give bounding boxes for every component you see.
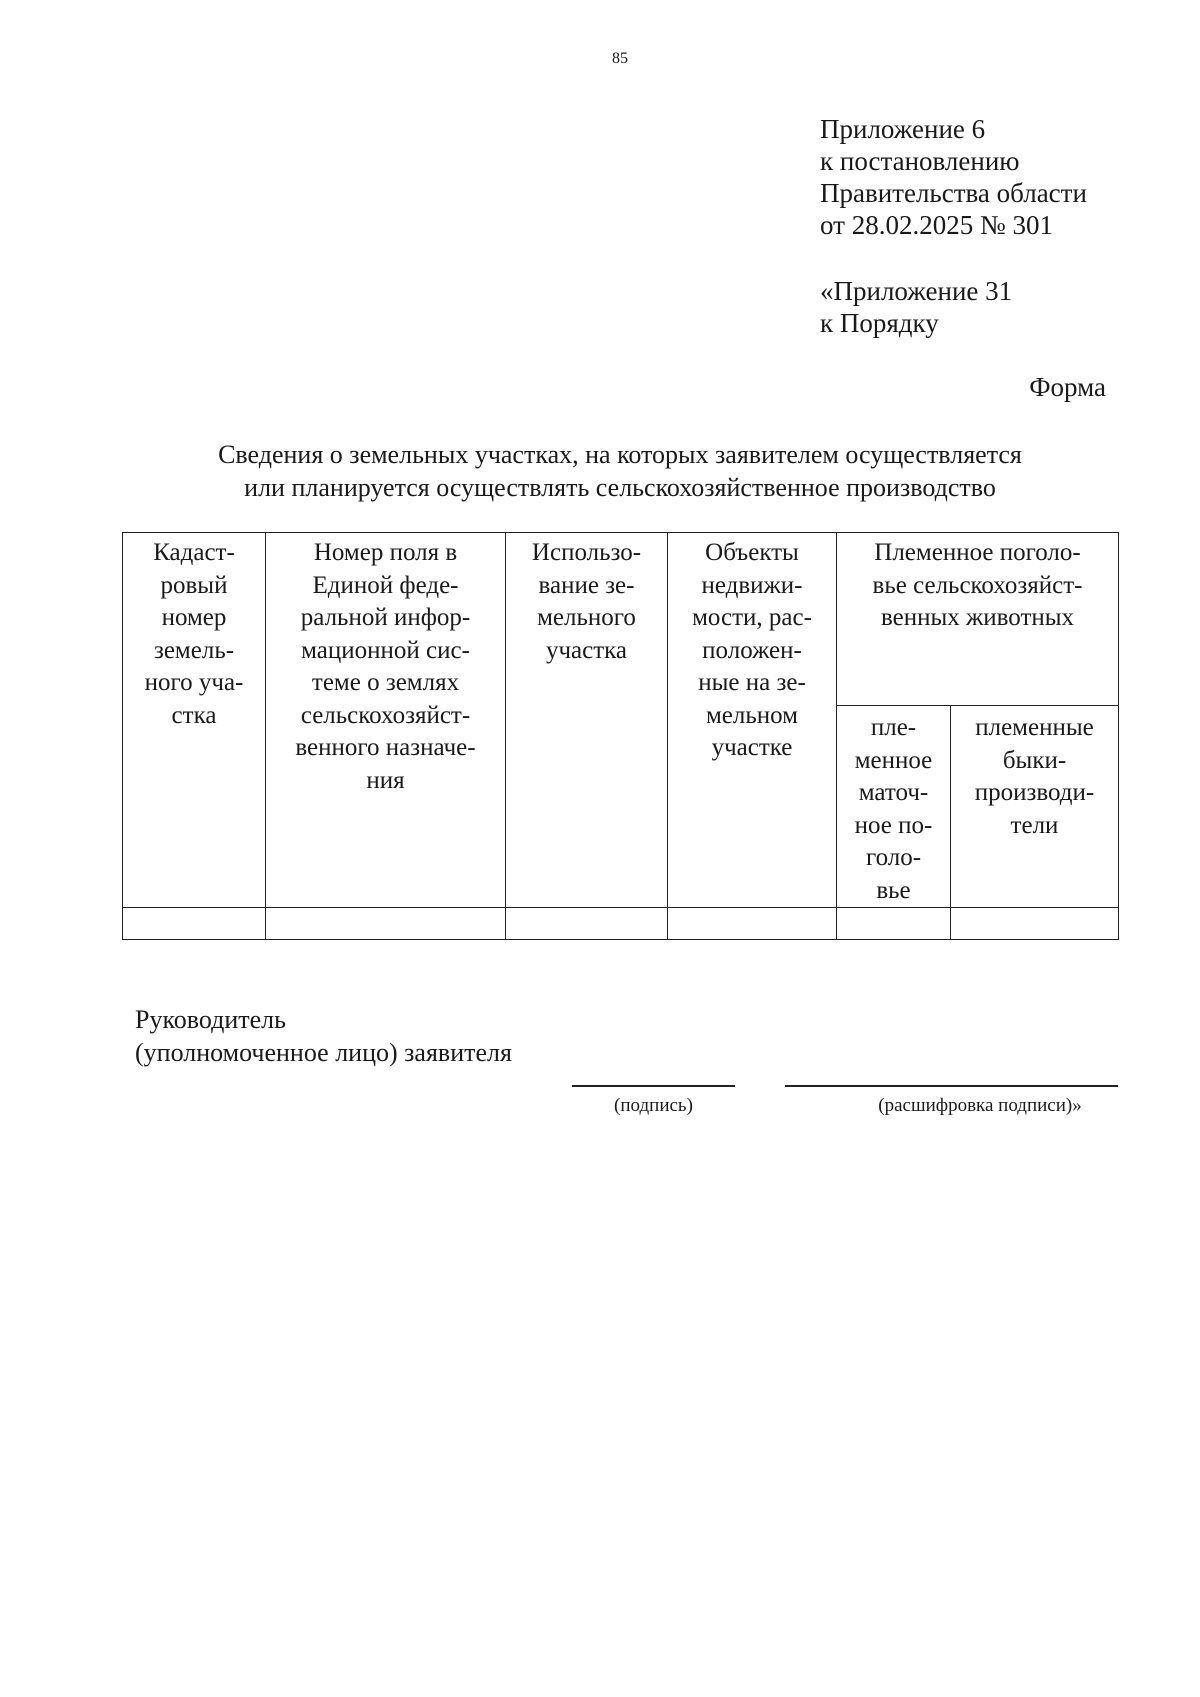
- header-text-line: венного назначе-: [295, 734, 476, 761]
- signature-line[interactable]: [572, 1085, 735, 1087]
- header-text-line: сельскохозяйст-: [300, 701, 471, 729]
- amendment-line: к Порядку: [820, 308, 939, 338]
- signatory-line: Руководитель: [135, 1005, 286, 1034]
- table-cell[interactable]: [123, 908, 266, 940]
- header-text-line: голо-: [865, 844, 922, 871]
- table-cell[interactable]: [266, 908, 506, 940]
- header-text-line: маточ-: [858, 779, 929, 806]
- header-text-line: венных животных: [880, 604, 1075, 631]
- header-field-number: [266, 533, 506, 908]
- header-text-line: участка: [545, 636, 628, 664]
- header-text-line: Номер поля в: [313, 539, 458, 566]
- page-number: 85: [612, 50, 628, 67]
- document-title: [160, 438, 1080, 504]
- header-text-line: Использо-: [531, 539, 642, 566]
- header-cadastral-number: [123, 533, 266, 908]
- header-text-line: производи-: [974, 779, 1095, 806]
- header-text-line: номер: [161, 604, 227, 631]
- header-text-line: стка: [171, 701, 217, 729]
- land-plots-table: [122, 532, 1119, 940]
- header-text-line: участке: [711, 734, 793, 761]
- approval-line: Приложение 6: [820, 114, 986, 144]
- amendment-line: «Приложение 31: [820, 276, 1013, 306]
- header-text-line: вье: [876, 876, 911, 904]
- header-text-line: быки-: [1002, 746, 1067, 774]
- header-text-line: положен-: [702, 636, 802, 664]
- header-text-line: земель-: [153, 636, 235, 664]
- approval-line: от 28.02.2025 № 301: [820, 210, 1053, 240]
- header-text-line: Кадаст-: [153, 539, 235, 566]
- signature-decoding-line[interactable]: [785, 1085, 1118, 1087]
- header-text-line: вье сельскохозяйст-: [872, 571, 1083, 599]
- table-cell[interactable]: [951, 908, 1119, 940]
- header-text-line: мости, рас-: [692, 604, 812, 631]
- header-text-line: Объекты: [705, 539, 799, 566]
- header-text-line: племенные: [975, 714, 1094, 741]
- subheader-breeding-females: [837, 706, 951, 908]
- header-text-line: Племенное поголо-: [874, 539, 1081, 566]
- header-text-line: теме о землях: [311, 669, 460, 696]
- table-cell[interactable]: [506, 908, 668, 940]
- header-text-line: мельного: [537, 604, 636, 631]
- header-text-line: ровый: [160, 571, 228, 599]
- header-land-use: [506, 533, 668, 908]
- approval-line: Правительства области: [820, 178, 1087, 208]
- header-text-line: недвижи-: [701, 571, 803, 599]
- signatory-block: [135, 1003, 512, 1069]
- header-text-line: пле-: [870, 714, 917, 741]
- table-header-row: [123, 533, 1119, 706]
- signatory-line: (уполномоченное лицо) заявителя: [135, 1038, 512, 1067]
- header-text-line: ральной инфор-: [300, 604, 471, 631]
- header-text-line: вание зе-: [538, 571, 635, 599]
- amendment-block: [820, 275, 1012, 339]
- signature-caption: (подпись): [614, 1095, 693, 1116]
- title-line: Сведения о земельных участках, на которых заявителем осуществляется: [218, 440, 1022, 469]
- header-text-line: ное по-: [854, 811, 933, 839]
- table-row: [123, 908, 1119, 940]
- header-text-line: мельном: [705, 701, 799, 729]
- header-breeding-livestock: [837, 533, 1119, 706]
- header-text-line: менное: [854, 746, 933, 774]
- header-text-line: ные на зе-: [698, 669, 806, 696]
- subheader-breeding-bulls: [951, 706, 1119, 908]
- header-text-line: тели: [1010, 811, 1059, 839]
- title-line: или планируется осуществлять сельскохозяйственное производство: [244, 473, 996, 502]
- header-real-estate: [668, 533, 837, 908]
- approval-line: к постановлению: [820, 146, 1020, 176]
- signature-decoding-caption: (расшифровка подписи)»: [878, 1095, 1082, 1116]
- approval-block: [820, 113, 1087, 241]
- header-text-line: ного уча-: [144, 669, 244, 696]
- header-text-line: Единой феде-: [312, 571, 459, 599]
- form-label: Форма: [1029, 372, 1106, 402]
- table-cell[interactable]: [668, 908, 837, 940]
- header-text-line: ния: [366, 766, 405, 794]
- header-text-line: мационной сис-: [301, 636, 470, 664]
- table-cell[interactable]: [837, 908, 951, 940]
